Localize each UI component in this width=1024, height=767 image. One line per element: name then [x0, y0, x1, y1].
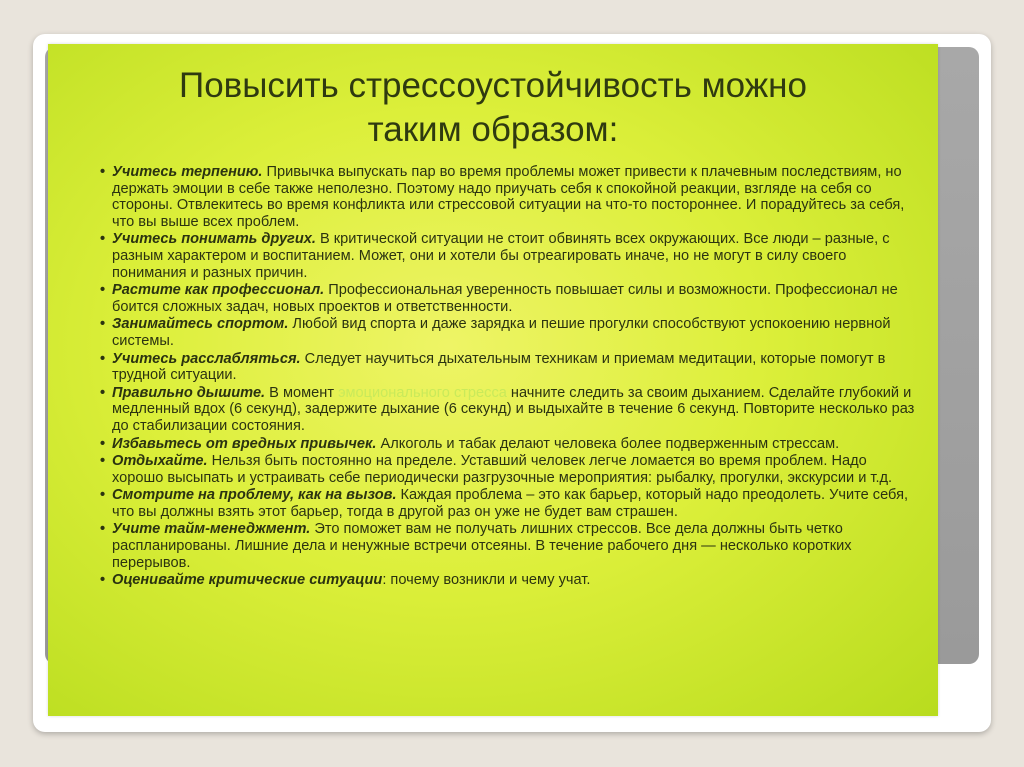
item-text: Привычка выпускать пар во время проблемы может привести к плачевным последствиям, но держать эмоции в себе также неполезно. Поэтому надо приучать себя к спокойной реакции, взгляде на себя со стороны. Отвлекитесь во время конфликта или стрессовой ситуации на что-то постороннее. И порадуйтесь за себя, что вы выше всех проблем.: [112, 164, 905, 230]
list-item: [100, 164, 920, 230]
bullet: •: [100, 164, 106, 180]
item-heading: Растите как профессионал.: [112, 282, 325, 299]
list-item: [100, 572, 920, 589]
item-heading: Отдыхайте.: [112, 453, 208, 470]
slide-title-line-2: таким образом:: [367, 110, 619, 149]
list-item: [100, 521, 920, 571]
bullet: •: [100, 282, 106, 299]
item-heading: Смотрите на проблему, как на вызов.: [112, 487, 397, 504]
item-text: В момент: [265, 384, 339, 401]
list-item: [100, 282, 920, 315]
list-item: [100, 385, 920, 435]
item-text: : почему возникли и чему учат.: [382, 572, 591, 589]
item-heading: Занимайтесь спортом.: [112, 316, 289, 333]
list-item: [100, 231, 920, 281]
list-item: [100, 453, 920, 486]
highlight-link[interactable]: эмоционального стресса: [338, 384, 507, 401]
item-heading: Оценивайте критические ситуации: [112, 572, 383, 589]
item-text: Нельзя быть постоянно на пределе. Уставший человек легче ломается во время проблем. Надо хорошо высыпать и устраивать себе периодически разгрузочные мероприятия: рыбалку, прогулки, экскурсии и т.д.: [112, 453, 893, 486]
slide: [48, 44, 938, 716]
bullet: •: [100, 384, 106, 401]
item-heading: Учитесь расслабляться.: [112, 350, 301, 367]
list-item: [100, 487, 920, 520]
bullet: •: [100, 231, 106, 248]
bullet: •: [100, 521, 106, 538]
item-heading: Избавьтесь от вредных привычек.: [112, 435, 377, 452]
item-text: В критической ситуации не стоит обвинять всех окружающих. Все люди – разные, с разным характером и воспитанием. Может, они и хотели бы отреагировать иначе, но не могут в силу своего понимания и разных причин.: [112, 231, 890, 281]
item-text: Каждая проблема – это как барьер, который надо преодолеть. Учите себя, что вы должны взять этот барьер, тогда в другой раз он уже не будет вам страшен.: [112, 487, 909, 520]
item-text-continued: начните следить за своим дыханием. Сделайте глубокий и медленный вдох (6 секунд), задержите дыхание (6 секунд) и выдыхайте в течение 6 секунд. Повторите несколько раз до стабилизации состояния.: [112, 384, 915, 434]
slide-title-line-1: Повысить стрессоустойчивость можно: [179, 66, 807, 105]
item-heading: Учитесь понимать других.: [112, 231, 316, 248]
item-text: Алкоголь и табак делают человека более подверженным стрессам.: [376, 435, 840, 452]
item-heading: Правильно дышите.: [112, 384, 266, 401]
bullet: •: [100, 487, 106, 504]
tips-list: [100, 164, 920, 590]
bullet: •: [100, 572, 106, 589]
list-item: [100, 436, 920, 453]
item-text: Это поможет вам не получать лишних стрессов. Все дела должны быть четко распланированы. Лишние дела и ненужные встречи отсеяны. В течение рабочего дня — несколько коротких перерывов.: [112, 521, 852, 571]
item-text: Следует научиться дыхательным техникам и приемам медитации, которые помогут в трудной ситуации.: [112, 350, 886, 384]
slide-title: [48, 64, 938, 152]
bullet: •: [100, 316, 106, 333]
bullet: •: [100, 453, 106, 470]
list-item: [100, 351, 920, 384]
item-text: Любой вид спорта и даже зарядка и пешие прогулки способствуют успокоению нервной системы.: [112, 316, 891, 349]
bullet: •: [100, 350, 106, 367]
list-item: [100, 316, 920, 349]
bullet: •: [100, 435, 106, 452]
item-heading: Учитесь терпению.: [112, 164, 263, 180]
item-heading: Учите тайм-менеджмент.: [112, 521, 311, 538]
item-text: Профессиональная уверенность повышает силы и возможности. Профессионал не боится сложных задач, новых проектов и ответственности.: [112, 282, 898, 315]
